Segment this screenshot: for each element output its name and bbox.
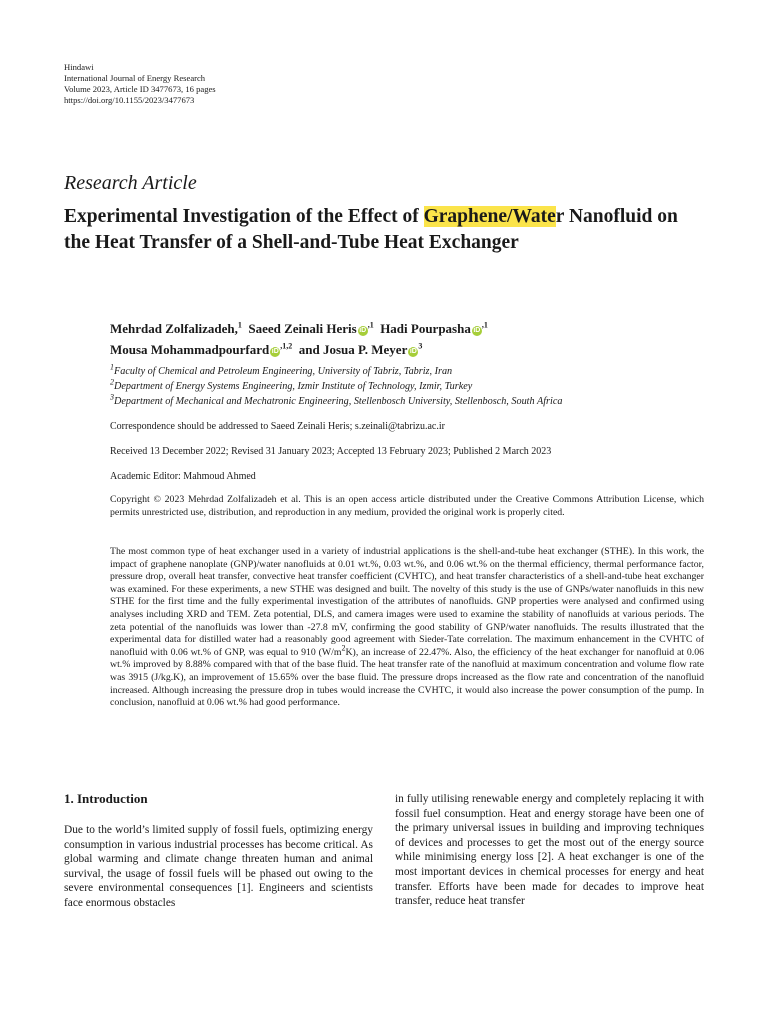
author-name: Hadi Pourpasha — [380, 321, 471, 336]
orcid-icon[interactable]: iD — [271, 348, 279, 355]
correspondence-line: Correspondence should be addressed to Saeed Zeinali Heris; s.zeinali@tabrizu.ac.ir — [110, 421, 445, 432]
orcid-icon[interactable]: iD — [359, 327, 367, 334]
author-affiliation-mark: 3 — [418, 341, 423, 351]
orcid-icon[interactable]: iD — [409, 348, 417, 355]
affiliation-item — [110, 394, 710, 409]
author-name: Mehrdad Zolfalizadeh, — [110, 321, 238, 336]
section-heading: 1. Introduction — [64, 791, 148, 806]
affiliation-text: Faculty of Chemical and Petroleum Engineering, University of Tabriz, Tabriz, Iran — [114, 366, 453, 377]
affiliation-mark: 1 — [110, 362, 114, 372]
copyright-notice: Copyright © 2023 Mehrdad Zolfalizadeh et al. This is an open access article distributed under the Creative Commons Attribution License, which permits unrestricted use, distribution, and reproduction in any medium, provided the original work is properly cited. — [110, 494, 704, 518]
doi-link[interactable]: https://doi.org/10.1155/2023/3477673 — [64, 95, 195, 105]
affiliation-mark: 2 — [110, 377, 114, 387]
publisher-name: Hindawi — [64, 62, 94, 72]
author-affiliation-mark: 1 — [237, 320, 242, 330]
author-name: and Josua P. Meyer — [298, 342, 408, 357]
author-affiliation-mark: ,1,2 — [280, 341, 293, 351]
journal-header — [64, 62, 216, 106]
abstract — [110, 546, 704, 710]
title-highlighted-text[interactable]: Graphene/Wate — [423, 206, 556, 227]
affiliation-text: Department of Energy Systems Engineering, Izmir Institute of Technology, Izmir, Turkey — [114, 381, 473, 392]
journal-name: International Journal of Energy Research — [64, 73, 206, 83]
affiliation-mark: 3 — [110, 392, 114, 402]
affiliation-item — [110, 364, 710, 379]
body-column-right: in fully utilising renewable energy and completely replacing it with fossil fuel consumption. Heat and energy storage have been one of the primary universal issues in building and improving techniques of devices and processes to get the most out of the energy source while minimising energy loss [2]. A heat exchanger is one of the most important devices in chemical processes for energy and heat transfer. Efforts have been made for decades to improve heat transfer, reduce heat transfer — [395, 793, 704, 908]
body-column-left: Due to the world’s limited supply of fossil fuels, optimizing energy consumption in various industrial processes has become critical. As global warming and climate change threaten human and animal survival, the usage of fossil fuels will be phased out owing to the severe environmental consequences [1]. Engineers and scientists face enormous obstacles — [64, 824, 373, 909]
abstract-text: K), an increase of 22.47%. Also, the efficiency of the heat exchanger for nanofluid at 0.06 wt.% improved by 8.88% compared with that of the base fluid. The heat transfer rate of the nanofluid at maximum concentration and volume flow rate was 3915 (J/kg.K), an improvement of 15.65% over the base fluid. The pressure drops increased as the flow rate and concentration of the nanofluid increased. Although increasing the pressure drop in tubes would increase the CVHTC, it would also increase the power consumption of the pump. In conclusion, nanofluid at 0.06 wt.% had good performance. — [110, 646, 704, 709]
affiliation-list — [110, 364, 710, 409]
affiliation-text: Department of Mechanical and Mechatronic Engineering, Stellenbosch University, Stellenbosch, South Africa — [114, 396, 563, 407]
article-title — [64, 204, 704, 256]
author-affiliation-mark: ,1 — [367, 320, 374, 330]
title-part-2: r Nanofluid on the Heat Transfer of a Shell-and-Tube Heat Exchanger — [64, 206, 678, 253]
author-list — [110, 318, 710, 360]
affiliation-item — [110, 379, 710, 394]
publication-dates: Received 13 December 2022; Revised 31 January 2023; Accepted 13 February 2023; Published 2 March 2023 — [110, 446, 552, 457]
author-name: Saeed Zeinali Heris — [248, 321, 357, 336]
article-type: Research Article — [64, 172, 197, 194]
author-name: Mousa Mohammadpourfard — [110, 342, 270, 357]
orcid-icon[interactable]: iD — [473, 327, 481, 334]
title-part-1: Experimental Investigation of the Effect of — [64, 206, 424, 227]
author-affiliation-mark: ,1 — [481, 320, 488, 330]
abstract-superscript: 2 — [341, 643, 346, 653]
academic-editor: Academic Editor: Mahmoud Ahmed — [110, 471, 256, 482]
volume-line: Volume 2023, Article ID 3477673, 16 pages — [64, 84, 216, 94]
abstract-text: The most common type of heat exchanger used in a variety of industrial applications is the shell-and-tube heat exchanger (STHE). In this work, the impact of graphene nanoplate (GNP)/water nanofluids at 0.01 wt.%, 0.03 wt.%, and 0.06 wt.% on the thermal efficiency, thermal performance factor, pressure drop, overall heat transfer, convective heat transfer coefficient (CVHTC), and heat transfer characteristics of a shell-and-tube heat exchanger was examined. For these experiments, a new STHE was designed and built. The novelty of this study is the use of GNPs/water nanofluids in this new STHE for the first time and the fully experimental investigation of the attributes of nanofluids. GNP properties were analysed and confirmed using analyses including XRD and TEM. Zeta potential, DLS, and camera images were used to examine the stability of nanofluids at various periods. The zeta potential of the nanofluids was lower than -27.8 mV, confirming the good stability of GNP/water nanofluids. The results illustrated that the experimental data for distilled water had a reasonably good agreement with Sieder-Tate correlation. The maximum enhancement in the CVHTC of nanofluid with 0.06 wt.% of GNP, was equal to 910 (W/m — [110, 546, 704, 658]
